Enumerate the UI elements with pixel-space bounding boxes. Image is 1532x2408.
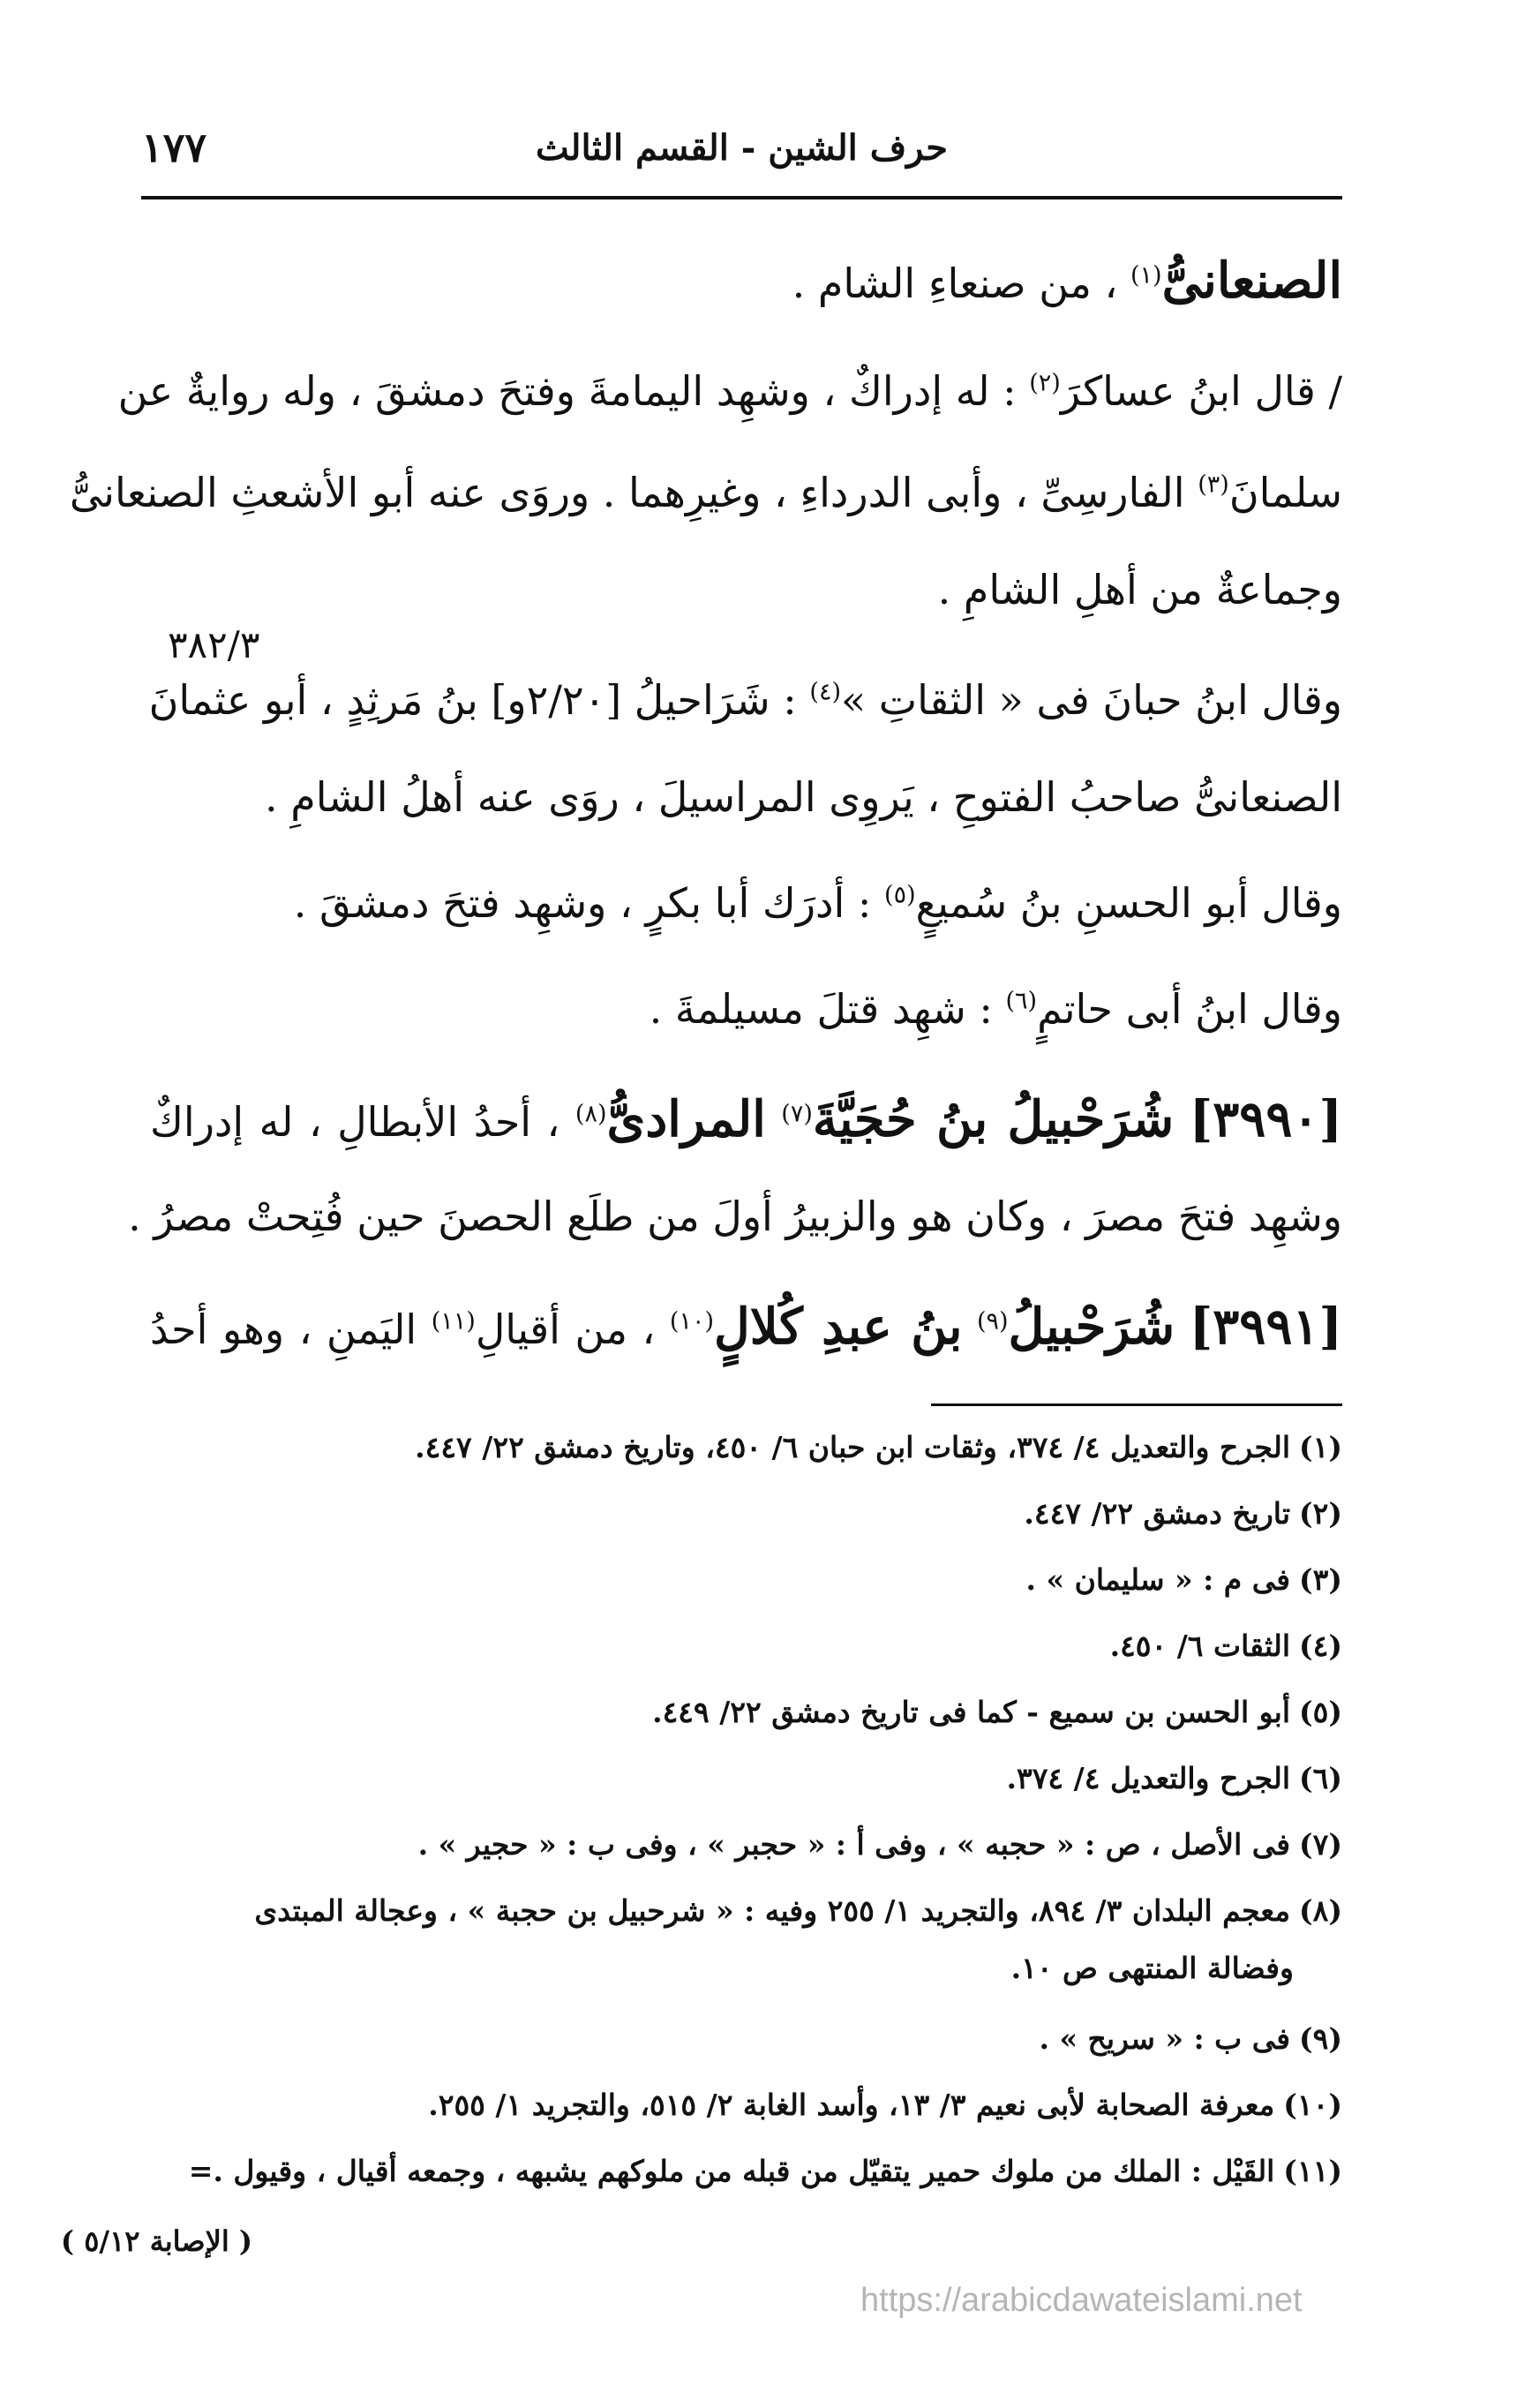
text-span: وقال ابنُ حبانَ فى « الثقاتِ » (841, 676, 1342, 724)
footnote-ref: (٦) (1005, 987, 1038, 1015)
text-line-7 (150, 879, 1342, 927)
page-number: ١٧٧ (141, 124, 207, 171)
text-span: ، من صنعاءِ الشام . (792, 260, 1118, 307)
text-span: سلمانَ (1228, 469, 1342, 516)
margin-reference: ٣٨٢/٣ (168, 623, 260, 666)
text-line-9 (150, 1090, 1343, 1148)
text-line-11 (150, 1298, 1343, 1356)
footnote-text: فى الأصل ، ص : « حجبه » ، وفى أ : « حجبر » ، وفى ب : « حجير » . (417, 1827, 1291, 1862)
entry-number: [٣٩٩١] (1189, 1298, 1343, 1356)
text-line-2 (117, 367, 1342, 415)
text-span: : شَرَاحيلُ [٢/٢٠و] بنُ مَرثِدٍ ، أبو عثمانَ (148, 676, 797, 724)
footnote-ref: (٨) (574, 1100, 607, 1128)
footnote-2 (150, 1496, 1342, 1531)
footnote-number: (١١) (1283, 2154, 1342, 2188)
footnote-ref: (٣) (1198, 470, 1229, 499)
footnote-9 (150, 2021, 1342, 2056)
footnote-4 (150, 1629, 1342, 1663)
watermark-url: https://arabicdawateislami.net (860, 2282, 1303, 2319)
footnote-number: (٥) (1299, 1695, 1342, 1729)
text-span: / قال ابنُ عساكرَ (1060, 367, 1342, 415)
footnote-7 (150, 1827, 1342, 1862)
footnote-ref: (١١) (431, 1307, 476, 1336)
footnote-1 (150, 1430, 1342, 1464)
footnote-ref: (٥) (884, 881, 916, 909)
text-line-10: وشهِد فتحَ مصرَ ، وكان هو والزبيرُ أولَ من طلَع الحصنَ حين فُتِحتْ مصرُ . (128, 1193, 1342, 1240)
footnote-text: تاريخ دمشق ٢٢/ ٤٤٧. (1024, 1496, 1291, 1531)
entry-number: [٣٩٩٠] (1189, 1090, 1343, 1148)
text-line-4: وجماعةٌ من أهلِ الشامِ . (937, 566, 1342, 613)
footnote-3 (150, 1562, 1342, 1597)
footnote-8-continuation: وفضالة المنتهى ص ١٠. (1010, 1951, 1294, 1985)
text-line-8 (150, 985, 1342, 1033)
running-title: حرف الشين - القسم الثالث (536, 127, 948, 169)
footnote-ref: (٩) (976, 1307, 1009, 1336)
footnote-text: معرفة الصحابة لأبى نعيم ٣/ ١٣، وأسد الغابة ٢/ ٥١٥، والتجريد ١/ ٢٥٥. (428, 2088, 1275, 2122)
footnote-5 (150, 1695, 1342, 1729)
entry-name: الصنعانىُّ (1161, 252, 1342, 310)
footnote-number: (١) (1299, 1430, 1342, 1464)
footnote-number: (٩) (1299, 2021, 1342, 2056)
footnote-number: (٧) (1299, 1827, 1342, 1862)
footnote-text: معجم البلدان ٣/ ٨٩٤، والتجريد ١/ ٢٥٥ وفيه : « شرحبيل بن حجبة » ، وعجالة المبتدى (254, 1893, 1291, 1928)
footnote-8 (150, 1893, 1342, 1928)
entry-name: شُرَحْبيلُ (1008, 1298, 1175, 1356)
text-span: وقال ابنُ أبى حاتمٍ (1037, 985, 1342, 1033)
volume-signature: ( الإصابة ٥/١٢ ) (60, 2224, 252, 2258)
text-span: الفارسِىِّ ، وأبى الدرداءِ ، وغيرِهما . وروَى عنه أبو الأشعثِ الصنعانىُّ (69, 469, 1185, 516)
footnote-text: أبو الحسن بن سميع - كما فى تاريخ دمشق ٢٢/ ٤٤٩. (652, 1695, 1291, 1729)
text-span: : أدرَك أبا بكرٍ ، وشهِد فتحَ دمشقَ . (293, 879, 872, 927)
footnote-rule (931, 1403, 1342, 1406)
text-line-5 (148, 676, 1342, 724)
entry-name: المرادىُّ (606, 1090, 766, 1148)
footnote-ref: (٤) (809, 678, 842, 706)
text-line-1 (150, 252, 1342, 310)
footnote-number: (٣) (1299, 1562, 1342, 1597)
text-span: اليَمنِ ، وهو أحدُ (150, 1306, 417, 1353)
footnote-text: الثقات ٦/ ٤٥٠. (1109, 1629, 1291, 1663)
footnote-text: فى م : « سليمان » . (1025, 1562, 1291, 1597)
entry-name: شُرَحْبيلُ بنُ حُجَيَّةَ (812, 1090, 1175, 1148)
footnote-11 (150, 2154, 1342, 2188)
footnote-number: (٢) (1299, 1496, 1342, 1531)
footnote-ref: (٧) (781, 1100, 813, 1128)
footnote-ref: (١٠) (669, 1307, 715, 1336)
entry-name: بنُ عبدِ كُلالٍ (714, 1298, 963, 1356)
text-span: : له إدراكٌ ، وشهِد اليمامةَ وفتحَ دمشقَ ، وله روايةٌ عن (117, 367, 1017, 415)
footnote-number: (٦) (1299, 1761, 1342, 1795)
footnote-number: (٤) (1299, 1629, 1342, 1663)
page-header (141, 124, 1342, 177)
text-line-3 (69, 469, 1342, 516)
text-span: وقال أبو الحسنِ بنُ سُميعٍ (915, 879, 1342, 927)
footnote-text: القَيْل : الملك من ملوك حمير يتقيّل من قبله من ملوكهم يشبهه ، وجمعه أقيال ، وقيول .= (188, 2154, 1275, 2188)
text-span: ، من أقيالِ (475, 1306, 656, 1353)
footnote-ref: (٢) (1029, 369, 1061, 397)
text-span: ، أحدُ الأبطالِ ، له إدراكٌ (150, 1098, 560, 1146)
footnote-number: (١٠) (1283, 2088, 1342, 2122)
footnote-number: (٨) (1299, 1893, 1342, 1928)
footnote-ref: (١) (1130, 261, 1162, 290)
header-rule (141, 196, 1342, 199)
text-line-6: الصنعانىُّ صاحبُ الفتوحِ ، يَروِى المراسيلَ ، روَى عنه أهلُ الشامِ . (265, 773, 1342, 821)
footnote-10 (150, 2088, 1342, 2122)
footnote-6 (150, 1761, 1342, 1795)
footnote-text: الجرح والتعديل ٤/ ٣٧٤. (1006, 1761, 1291, 1795)
text-span: : شهِد قتلَ مسيلمةَ . (649, 985, 993, 1033)
footnote-text: فى ب : « سريح » . (1039, 2021, 1291, 2056)
footnote-text: الجرح والتعديل ٤/ ٣٧٤، وثقات ابن حبان ٦/ ٤٥٠، وتاريخ دمشق ٢٢/ ٤٤٧. (415, 1430, 1291, 1464)
